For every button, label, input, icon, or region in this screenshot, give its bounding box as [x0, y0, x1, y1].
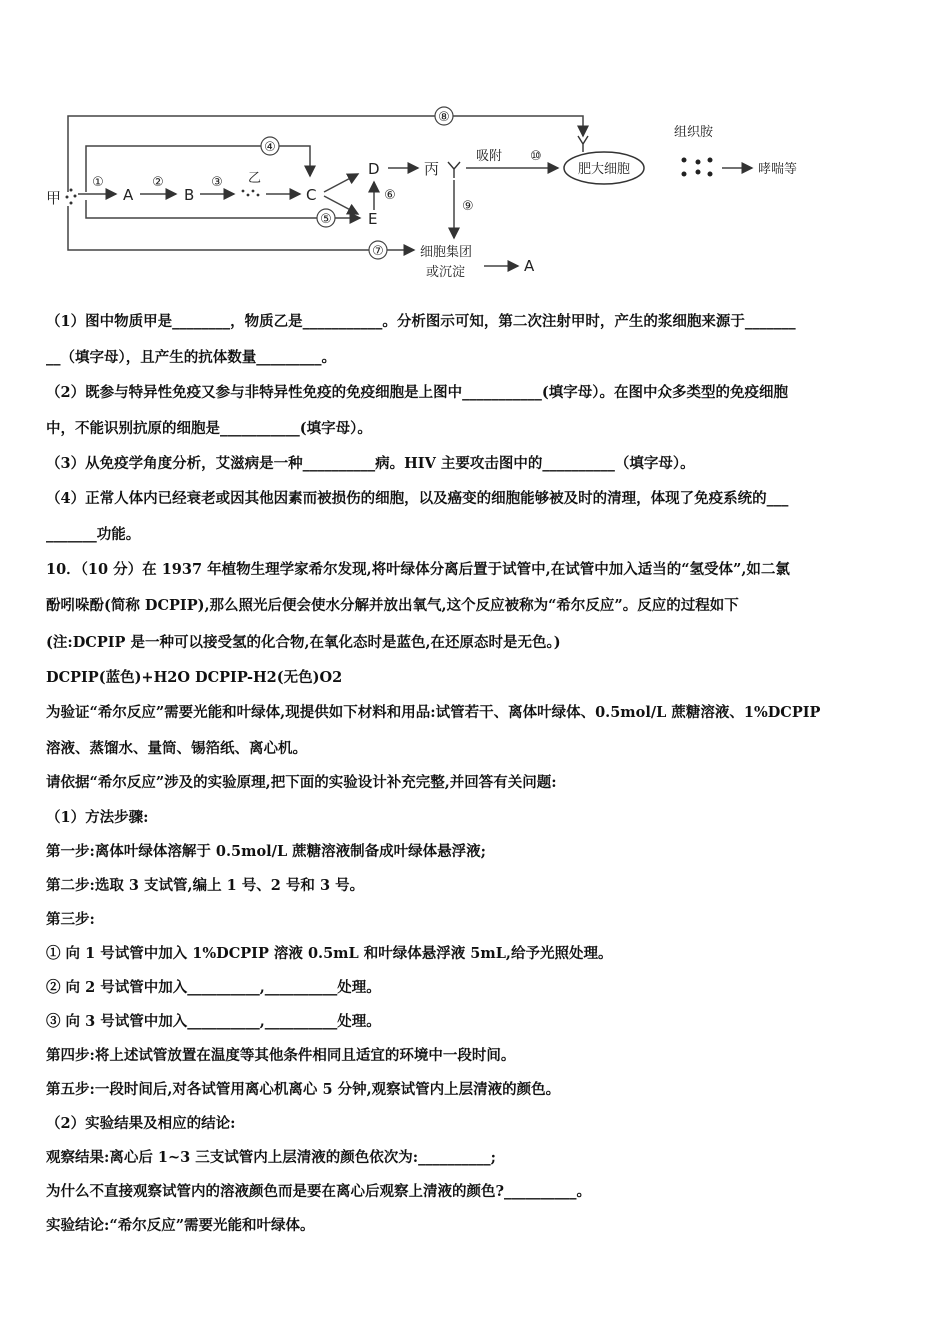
text-line: 第一步:离体叶绿体溶解于 0.5mol/L 蔗糖溶液制备成叶绿体悬浮液; [46, 843, 487, 860]
immune-response-diagram [38, 96, 838, 296]
label-E: E [368, 210, 378, 228]
label-D: D [368, 160, 380, 178]
text-line: 第五步:一段时间后,对各试管用离心机离心 5 分钟,观察试管内上层清液的颜色。 [46, 1081, 561, 1098]
label-histamine: 组织胺 [674, 125, 714, 140]
text-line: 实验结论:“希尔反应”需要光能和叶绿体。 [46, 1217, 315, 1234]
label-adsorb: 吸附 [476, 149, 503, 164]
label-cell-group-1: 细胞集团 [420, 245, 473, 260]
path-7 [68, 206, 414, 250]
text-line: 溶液、蒸馏水、量筒、锡箔纸、离心机。 [46, 740, 307, 757]
label-A: A [123, 186, 134, 204]
label-A2: A [524, 257, 535, 275]
step-8: ⑧ [438, 110, 450, 125]
step-4: ④ [264, 140, 276, 155]
text-line: 酚吲哚酚(简称 DCPIP),那么照光后便会使水分解并放出氧气,这个反应被称为“希尔反应”。反应的过程如下 [46, 597, 739, 614]
label-mast-cell: 肥大细胞 [577, 162, 631, 177]
histamine-dots-icon [682, 158, 713, 177]
yi-dots-icon [242, 190, 260, 197]
label-cell-group-2: 或沉淀 [426, 265, 466, 280]
text-line: DCPIP(蓝色)+H2O DCPIP-H2(无色)O2 [46, 669, 343, 686]
text-line: 请依据“希尔反应”涉及的实验原理,把下面的实验设计补充完整,并回答有关问题: [46, 774, 557, 791]
text-line: 中，不能识别抗原的细胞是___________(填字母）。 [46, 420, 372, 437]
text-line: ③ 向 3 号试管中加入__________,__________处理。 [46, 1013, 381, 1030]
text-line: （1）图中物质甲是________，物质乙是___________。分析图示可知，第二次注射甲时，产生的浆细胞来源于_______ [46, 313, 796, 330]
label-bing: 丙 [424, 160, 440, 178]
text-line: __（填字母），且产生的抗体数量_________。 [46, 349, 336, 366]
text-line: ② 向 2 号试管中加入__________,__________处理。 [46, 979, 381, 996]
step-9: ⑨ [462, 199, 474, 214]
text-line: (注:DCPIP 是一种可以接受氢的化合物,在氧化态时是蓝色,在还原态时是无色。) [46, 634, 561, 651]
path-8 [68, 116, 583, 192]
antibody-bing-icon [448, 162, 460, 178]
step-3: ③ [211, 175, 223, 190]
step-5: ⑤ [320, 212, 332, 227]
text-line: （2）实验结果及相应的结论: [46, 1115, 236, 1132]
step-1: ① [92, 175, 104, 190]
text-line: （3）从免疫学角度分析，艾滋病是一种__________病。HIV 主要攻击图中的__________（填字母）。 [46, 455, 695, 472]
step-10: ⑩ [530, 149, 542, 164]
label-asthma: 哮喘等 [758, 162, 798, 177]
text-line: 第三步: [46, 911, 95, 928]
step-2: ② [152, 175, 164, 190]
label-jia: 甲 [46, 189, 62, 207]
text-line: _______功能。 [46, 526, 141, 543]
text-line: （1）方法步骤: [46, 809, 149, 826]
text-line: 第二步:选取 3 支试管,编上 1 号、2 号和 3 号。 [46, 877, 365, 894]
text-line: 10．（10 分）在 1937 年植物生理学家希尔发现,将叶绿体分离后置于试管中,在试管中加入适当的“氢受体”,如二氯 [46, 561, 790, 578]
antibody-icon [578, 136, 588, 152]
label-C: C [306, 186, 317, 204]
antigen-dots-icon [66, 189, 77, 205]
text-line: ① 向 1 号试管中加入 1%DCPIP 溶液 0.5mL 和叶绿体悬浮液 5mL,给予光照处理。 [46, 945, 613, 962]
text-line: 为什么不直接观察试管内的溶液颜色而是要在离心后观察上清液的颜色?__________。 [46, 1183, 591, 1200]
text-line: （2）既参与特异性免疫又参与非特异性免疫的免疫细胞是上图中___________(填字母）。在图中众多类型的免疫细胞 [46, 384, 788, 401]
text-line: 第四步:将上述试管放置在温度等其他条件相同且适宜的环境中一段时间。 [46, 1047, 516, 1064]
text-line: 为验证“希尔反应”需要光能和叶绿体,现提供如下材料和用品:试管若干、离体叶绿体、0.5mol/L 蔗糖溶液、1%DCPIP [46, 704, 821, 721]
label-yi: 乙 [248, 171, 262, 186]
step-6: ⑥ [384, 188, 396, 203]
label-B: B [184, 186, 195, 204]
step-7: ⑦ [372, 244, 384, 259]
text-line: （4）正常人体内已经衰老或因其他因素而被损伤的细胞，以及癌变的细胞能够被及时的清理，体现了免疫系统的___ [46, 490, 789, 507]
text-line: 观察结果:离心后 1~3 三支试管内上层清液的颜色依次为:__________; [46, 1149, 496, 1166]
